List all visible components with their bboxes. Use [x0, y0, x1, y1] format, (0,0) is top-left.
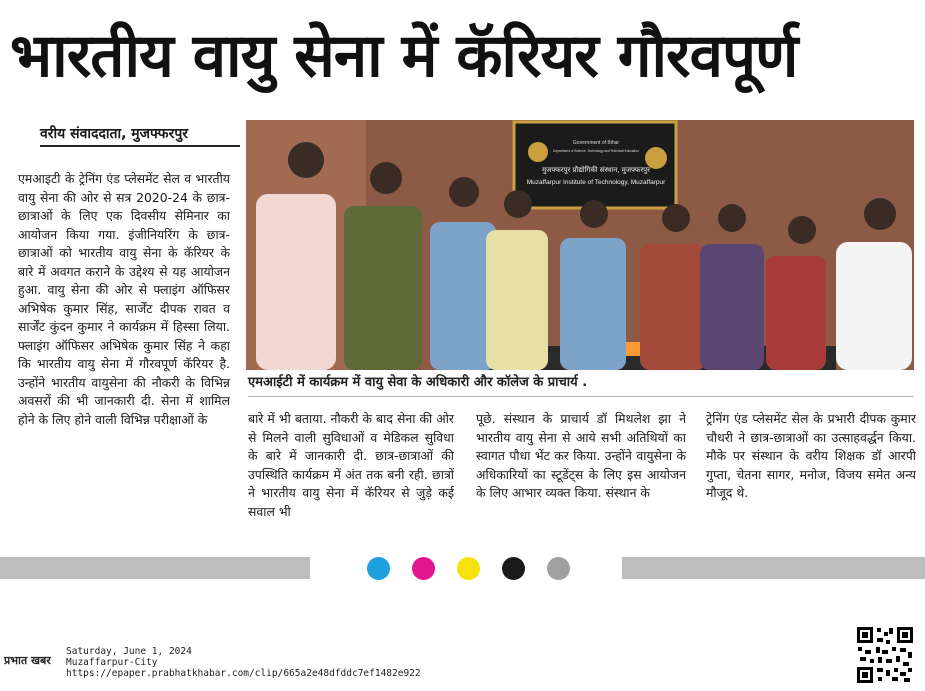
footer-date: Saturday, June 1, 2024 [66, 646, 192, 657]
photo-caption: एमआईटी में कार्यक्रम में वायु सेवा के अधिकारी और कॉलेज के प्राचार्य . [248, 372, 914, 397]
plaque-line-2: Department of Science, Technology and Technical Education [553, 149, 639, 153]
registration-dot [367, 557, 390, 580]
newspaper-logo: प्रभात खबर [4, 654, 51, 667]
article-column-3: पूछे. संस्थान के प्राचार्य डॉ मिथलेश झा ने भारतीय वायु सेना से आये सभी अतिथियों का स्वागत पौधा भेंट कर किया. उन्होंने वायुसेना के अधिकारियों का स्टूडेंट्स के लिए इस आयोजन के लिए आभार व्यक्त किया. संस्थान के [476, 411, 686, 500]
print-strip-left [0, 557, 310, 579]
registration-dot [412, 557, 435, 580]
plaque-line-4: Muzaffarpur Institute of Technology, Muzaffarpur [526, 179, 666, 186]
article-column-1: एमआइटी के ट्रेनिंग एंड प्लेसमेंट सेल व भारतीय वायु सेना की ओर से सत्र 2020-24 के छात्र-छात्राओं के लिए एक दिवसीय सेमिनार का आयोजन किया गया. इंजीनियरिंग के छात्र-छात्राओं को भारतीय वायु सेना के कॅरियर के बारे में अवगत कराने के उद्देश्य से यह आयोजन हुआ. वायु सेना की ओर से फ्लाइंग ऑफिसर अभिषेक कुमार सिंह, सार्जेंट दीपक रावत व सार्जेंट कुंदन कुमार ने कार्यक्रम में हिस्सा लिया. फ्लाइंग ऑफिसर अभिषेक कुमार सिंह ने कहा कि भारतीय वायु सेना में गौरवपूर्ण कॅरियर है. उन्होंने भारतीय वायुसेना की नौकरी के विभिन्न अवसरों की भी जानकारी दी. सेना में शामिल होने के लिए होने वाली विभिन्न परीक्षाओं के [18, 171, 230, 427]
news-photo [246, 120, 914, 370]
plaque-line-1: Government of Bihar [572, 140, 620, 146]
qr-code-icon [856, 626, 914, 684]
byline: वरीय संवाददाता, मुजफ्फरपुर [40, 124, 240, 147]
headline: भारतीय वायु सेना में कॅरियर गौरवपूर्ण [10, 21, 798, 91]
footer-url: https://epaper.prabhatkhabar.com/clip/665a2e48dfddc7ef1482e922 [66, 668, 421, 679]
institute-plaque [514, 122, 676, 208]
registration-dot [547, 557, 570, 580]
registration-dot [502, 557, 525, 580]
article-column-2: बारे में भी बताया. नौकरी के बाद सेना की ओर से मिलने वाली सुविधाओं व मेडिकल सुविधा के बारे में जानकारी दी. छात्र-छात्राओं की उपस्थिति कार्यक्रम में अंत तक बनी रही. छात्रों ने भारतीय वायु सेना में कॅरियर से जुड़े कई सवाल भी [248, 411, 454, 519]
footer-edition: Muzaffarpur-City [66, 657, 158, 668]
plaque-line-3: मुजफ्फरपुर प्रौद्योगिकी संस्थान, मुजफ्फरपुर [541, 166, 651, 174]
group-photo-illustration [246, 120, 914, 370]
print-strip-right [622, 557, 925, 579]
registration-dot [457, 557, 480, 580]
article-column-4: ट्रेनिंग एंड प्लेसमेंट सेल के प्रभारी दीपक कुमार चौधरी ने छात्र-छात्राओं का उत्साहवर्द्धन किया. मौके पर संस्थान के वरीय शिक्षक डॉ आरपी गुप्ता, चेतना सागर, मनोज, विजय समेत अन्य मौजूद थे. [706, 411, 916, 500]
